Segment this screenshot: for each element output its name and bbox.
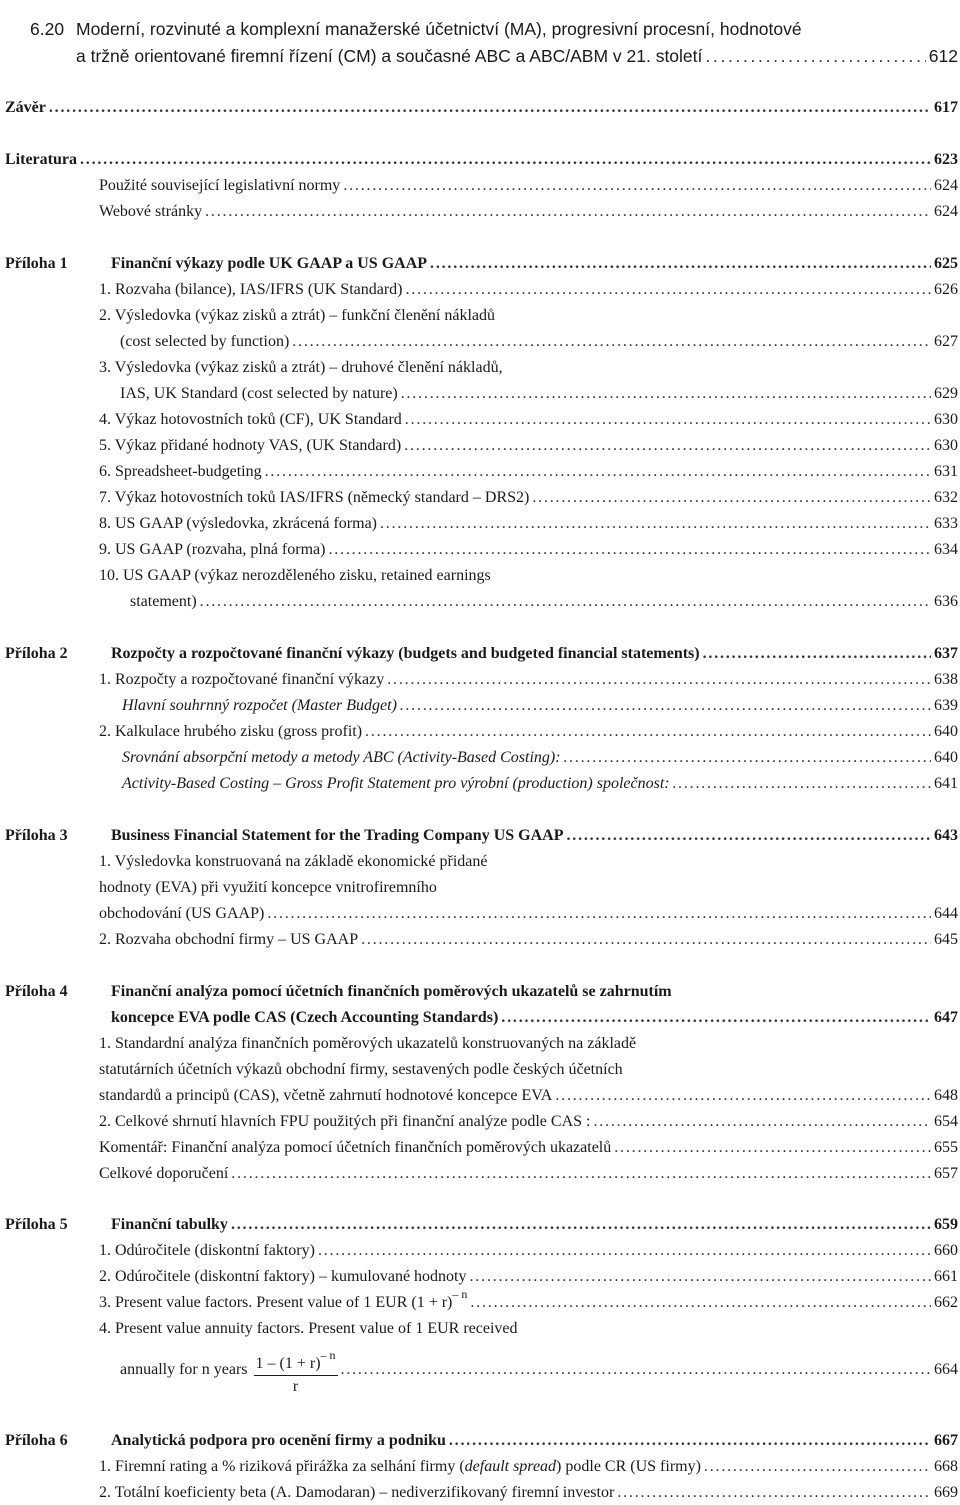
dot-leader — [400, 694, 931, 718]
entry-title-line: Finanční analýza pomocí účetních finančních poměrových ukazatelů se zahrnutím — [111, 983, 672, 1000]
page-number: 637 — [934, 645, 958, 662]
entry-text-line: 3. Výsledovka (výkaz zisků a ztrát) – druhové členění nákladů, — [99, 359, 503, 376]
entry-title: Finanční výkazy podle UK GAAP a US GAAP — [111, 255, 428, 272]
appendix-label: Příloha 3 — [5, 827, 68, 844]
page-number: 612 — [928, 46, 958, 66]
page-number: 660 — [934, 1242, 958, 1259]
entry-text-post: ) podle CR (US firmy) — [556, 1458, 701, 1475]
exponent: – n — [320, 1347, 336, 1362]
entry-text: 2. Kalkulace hrubého zisku (gross profit) — [99, 723, 363, 740]
page-number: 668 — [934, 1458, 958, 1475]
page-number: 648 — [934, 1087, 958, 1104]
entry-title: Rozpočty a rozpočtované finanční výkazy (budgets and budgeted financial statements) — [111, 645, 700, 662]
dot-leader — [470, 1291, 931, 1315]
dot-leader — [365, 720, 931, 744]
dot-leader — [617, 1481, 931, 1505]
page-number: 662 — [934, 1294, 958, 1311]
dot-leader — [205, 200, 931, 224]
entry-text: a tržně orientované firemní řízení (CM) a současné ABC a ABC/ABM v 21. století — [76, 46, 703, 66]
toc-subentry[interactable] — [99, 1110, 958, 1134]
page-number: 626 — [934, 281, 958, 298]
dot-leader — [703, 642, 931, 666]
dot-leader — [406, 278, 932, 302]
dot-leader — [501, 1006, 931, 1030]
entry-text: standardů a principů (CAS), včetně zahrnutí hodnotové koncepce EVA — [99, 1087, 553, 1104]
entry-text-line: 10. US GAAP (výkaz nerozděleného zisku, retained earnings — [99, 567, 491, 584]
toc-entry-appendix-5[interactable] — [111, 1213, 958, 1237]
entry-text: Celkové doporučení — [99, 1165, 229, 1182]
toc-subentry[interactable] — [99, 434, 958, 458]
toc-subentry[interactable] — [99, 408, 958, 432]
toc-subentry[interactable] — [99, 174, 958, 198]
dot-leader — [231, 1162, 931, 1186]
page-number: 661 — [934, 1268, 958, 1285]
entry-text-line: hodnoty (EVA) při využití koncepce vnitrofiremního — [99, 879, 437, 896]
dot-leader — [387, 668, 931, 692]
entry-title: Business Financial Statement for the Trading Company US GAAP — [111, 827, 564, 844]
toc-subentry[interactable] — [99, 1265, 958, 1289]
entry-text: (cost selected by function) — [120, 333, 290, 350]
formula-denominator: r — [292, 1378, 299, 1395]
appendix-label: Příloha 4 — [5, 983, 68, 1000]
dot-leader — [593, 1110, 931, 1134]
page-number: 632 — [934, 489, 958, 506]
dot-leader — [341, 1358, 931, 1382]
page-number: 631 — [934, 463, 958, 480]
dot-leader — [380, 512, 931, 536]
appendix-label: Příloha 6 — [5, 1432, 68, 1449]
page-number: 636 — [934, 593, 958, 610]
entry-text: 4. Výkaz hotovostních toků (CF), UK Standard — [99, 411, 402, 428]
dot-leader — [361, 928, 931, 952]
entry-text-pre: 1. Firemní rating a % riziková přirážka za selhání firmy ( — [99, 1458, 465, 1475]
dot-leader — [318, 1239, 931, 1263]
entry-text: 2. Totální koeficienty beta (A. Damodaran) – nediverzifikovaný firemní investor — [99, 1484, 615, 1501]
toc-entry-appendix-1[interactable] — [111, 252, 958, 276]
toc-subentry[interactable] — [99, 1239, 958, 1263]
dot-leader — [555, 1084, 931, 1108]
entry-text: 8. US GAAP (výsledovka, zkrácená forma) — [99, 515, 377, 532]
entry-text-line: 2. Výsledovka (výkaz zisků a ztrát) – funkční členění nákladů — [99, 307, 496, 324]
toc-subentry[interactable] — [120, 1347, 958, 1395]
entry-title: Finanční tabulky — [111, 1216, 228, 1233]
toc-subentry[interactable] — [99, 278, 958, 302]
dot-leader — [673, 772, 931, 796]
toc-subentry[interactable] — [99, 1455, 958, 1479]
dot-leader — [231, 1213, 931, 1237]
page-number: 647 — [934, 1009, 958, 1026]
entry-title: Literatura — [5, 151, 77, 168]
dot-leader — [405, 408, 931, 432]
entry-text — [99, 1286, 468, 1315]
toc-subentry[interactable] — [122, 694, 958, 718]
toc-subentry[interactable] — [99, 1136, 958, 1160]
dot-leader — [80, 148, 931, 172]
toc-subentry[interactable] — [99, 720, 958, 744]
page-number: 644 — [934, 905, 958, 922]
entry-title: Závěr — [5, 99, 46, 116]
entry-text: 2. Odúročitele (diskontní faktory) – kumulované hodnoty — [99, 1268, 467, 1285]
appendix-label: Příloha 1 — [5, 255, 68, 272]
dot-leader — [200, 590, 931, 614]
toc-subentry[interactable] — [99, 1481, 958, 1505]
entry-text: 6. Spreadsheet-budgeting — [99, 463, 262, 480]
entry-text: annually for n years — [120, 1361, 248, 1378]
toc-subentry[interactable] — [120, 382, 958, 406]
page-number: 639 — [934, 697, 958, 714]
toc-subentry[interactable] — [99, 1162, 958, 1186]
toc-entry-appendix-3[interactable] — [111, 824, 958, 848]
dot-leader — [614, 1136, 931, 1160]
page-number: 623 — [934, 151, 958, 168]
entry-text: Activity-Based Costing – Gross Profit Statement pro výrobní (production) společnost: — [122, 775, 670, 792]
dot-leader — [532, 486, 931, 510]
toc-subentry[interactable] — [99, 668, 958, 692]
dot-leader — [430, 252, 931, 276]
page-number: 654 — [934, 1113, 958, 1130]
page-number: 630 — [934, 437, 958, 454]
page-number: 633 — [934, 515, 958, 532]
page-number: 643 — [934, 827, 958, 844]
entry-text-line: statutárních účetních výkazů obchodní firmy, sestavených podle českých účetních — [99, 1061, 623, 1078]
toc-subentry[interactable] — [122, 772, 958, 796]
entry-text: 1. Odúročitele (diskontní faktory) — [99, 1242, 315, 1259]
page-number: 669 — [934, 1484, 958, 1501]
toc-entry-literatura[interactable] — [5, 148, 958, 172]
annuity-formula — [254, 1347, 338, 1398]
dot-leader — [704, 1455, 931, 1479]
toc-subentry[interactable] — [99, 1286, 958, 1315]
dot-leader — [564, 746, 931, 770]
toc-subentry[interactable] — [99, 460, 958, 484]
dot-leader — [705, 44, 925, 68]
page-number: 667 — [934, 1432, 958, 1449]
formula-numerator — [254, 1347, 338, 1376]
page-number: 655 — [934, 1139, 958, 1156]
page-number: 659 — [934, 1216, 958, 1233]
entry-text: 2. Rozvaha obchodní firmy – US GAAP — [99, 931, 359, 948]
entry-text: 7. Výkaz hotovostních toků IAS/IFRS (německý standard – DRS2) — [99, 489, 530, 506]
dot-leader — [265, 460, 931, 484]
entry-text-line: 4. Present value annuity factors. Present value of 1 EUR received — [99, 1320, 518, 1337]
toc-entry-zaver[interactable] — [5, 96, 958, 120]
dot-leader — [469, 1265, 931, 1289]
toc-entry-appendix-2[interactable] — [111, 642, 958, 666]
toc-line[interactable] — [76, 44, 958, 68]
exponent: – n — [452, 1286, 468, 1301]
entry-text: 1. Rozpočty a rozpočtované finanční výkazy — [99, 671, 385, 688]
entry-text-italic: default spread — [464, 1458, 557, 1475]
dot-leader — [292, 330, 931, 354]
section-number: 6.20 — [30, 19, 65, 39]
entry-text: 5. Výkaz přidané hodnoty VAS, (UK Standard) — [99, 437, 402, 454]
entry-title: Analytická podpora pro ocenění firmy a podniku — [111, 1432, 446, 1449]
appendix-label: Příloha 5 — [5, 1216, 68, 1233]
entry-text: 2. Celkové shrnutí hlavních FPU použitých při finanční analýze podle CAS : — [99, 1113, 591, 1130]
entry-text-line: Moderní, rozvinuté a komplexní manažerské účetnictví (MA), progresivní procesní, hodnotové — [76, 19, 802, 39]
toc-subentry[interactable] — [130, 590, 958, 614]
dot-leader — [328, 538, 931, 562]
entry-text-main: 3. Present value factors. Present value of 1 EUR (1 + r) — [99, 1294, 453, 1311]
toc-subentry[interactable] — [99, 538, 958, 562]
dot-leader — [49, 96, 931, 120]
page-number: 641 — [934, 775, 958, 792]
toc-subentry[interactable] — [122, 746, 958, 770]
page-number: 645 — [934, 931, 958, 948]
entry-text: Komentář: Finanční analýza pomocí účetních finančních poměrových ukazatelů — [99, 1139, 612, 1156]
dot-leader — [267, 902, 931, 926]
dot-leader — [401, 382, 931, 406]
entry-text: Použité související legislativní normy — [99, 177, 341, 194]
page-number: 629 — [934, 385, 958, 402]
entry-text: Webové stránky — [99, 203, 203, 220]
dot-leader — [404, 434, 931, 458]
toc-entry-appendix-6[interactable] — [111, 1429, 958, 1453]
page-number: 630 — [934, 411, 958, 428]
page-number: 624 — [934, 203, 958, 220]
page-number: 640 — [934, 749, 958, 766]
entry-text: IAS, UK Standard (cost selected by nature) — [120, 385, 398, 402]
toc-subentry[interactable] — [99, 928, 958, 952]
entry-text: 1. Rozvaha (bilance), IAS/IFRS (UK Standard) — [99, 281, 403, 298]
page-number: 638 — [934, 671, 958, 688]
entry-text-line: 1. Výsledovka konstruovaná na základě ekonomické přidané — [99, 853, 488, 870]
toc-subentry[interactable] — [99, 902, 958, 926]
entry-text: obchodování (US GAAP) — [99, 905, 265, 922]
toc-subentry[interactable] — [99, 1084, 958, 1108]
toc-entry-appendix-4[interactable] — [111, 1006, 958, 1030]
entry-text: 9. US GAAP (rozvaha, plná forma) — [99, 541, 326, 558]
entry-text: Hlavní souhrnný rozpočet (Master Budget) — [122, 697, 397, 714]
entry-text — [99, 1455, 701, 1479]
entry-text: Srovnání absorpční metody a metody ABC (Activity-Based Costing): — [122, 749, 561, 766]
entry-title: koncepce EVA podle CAS (Czech Accounting Standards) — [111, 1009, 499, 1026]
page-number: 617 — [934, 99, 958, 116]
toc-subentry[interactable] — [99, 200, 958, 224]
dot-leader — [566, 824, 931, 848]
dot-leader — [449, 1429, 931, 1453]
page-number: 640 — [934, 723, 958, 740]
toc-subentry[interactable] — [99, 512, 958, 536]
page-number: 624 — [934, 177, 958, 194]
entry-text: statement) — [130, 593, 197, 610]
page-number: 657 — [934, 1165, 958, 1182]
numerator-text: 1 – (1 + r) — [255, 1355, 321, 1372]
page-number: 625 — [934, 255, 958, 272]
page-number: 627 — [934, 333, 958, 350]
entry-text-line: 1. Standardní analýza finančních poměrových ukazatelů konstruovaných na základě — [99, 1035, 637, 1052]
appendix-label: Příloha 2 — [5, 645, 68, 662]
page-number: 634 — [934, 541, 958, 558]
toc-subentry[interactable] — [120, 330, 958, 354]
toc-subentry[interactable] — [99, 486, 958, 510]
dot-leader — [343, 174, 931, 198]
page-number: 664 — [934, 1361, 958, 1378]
